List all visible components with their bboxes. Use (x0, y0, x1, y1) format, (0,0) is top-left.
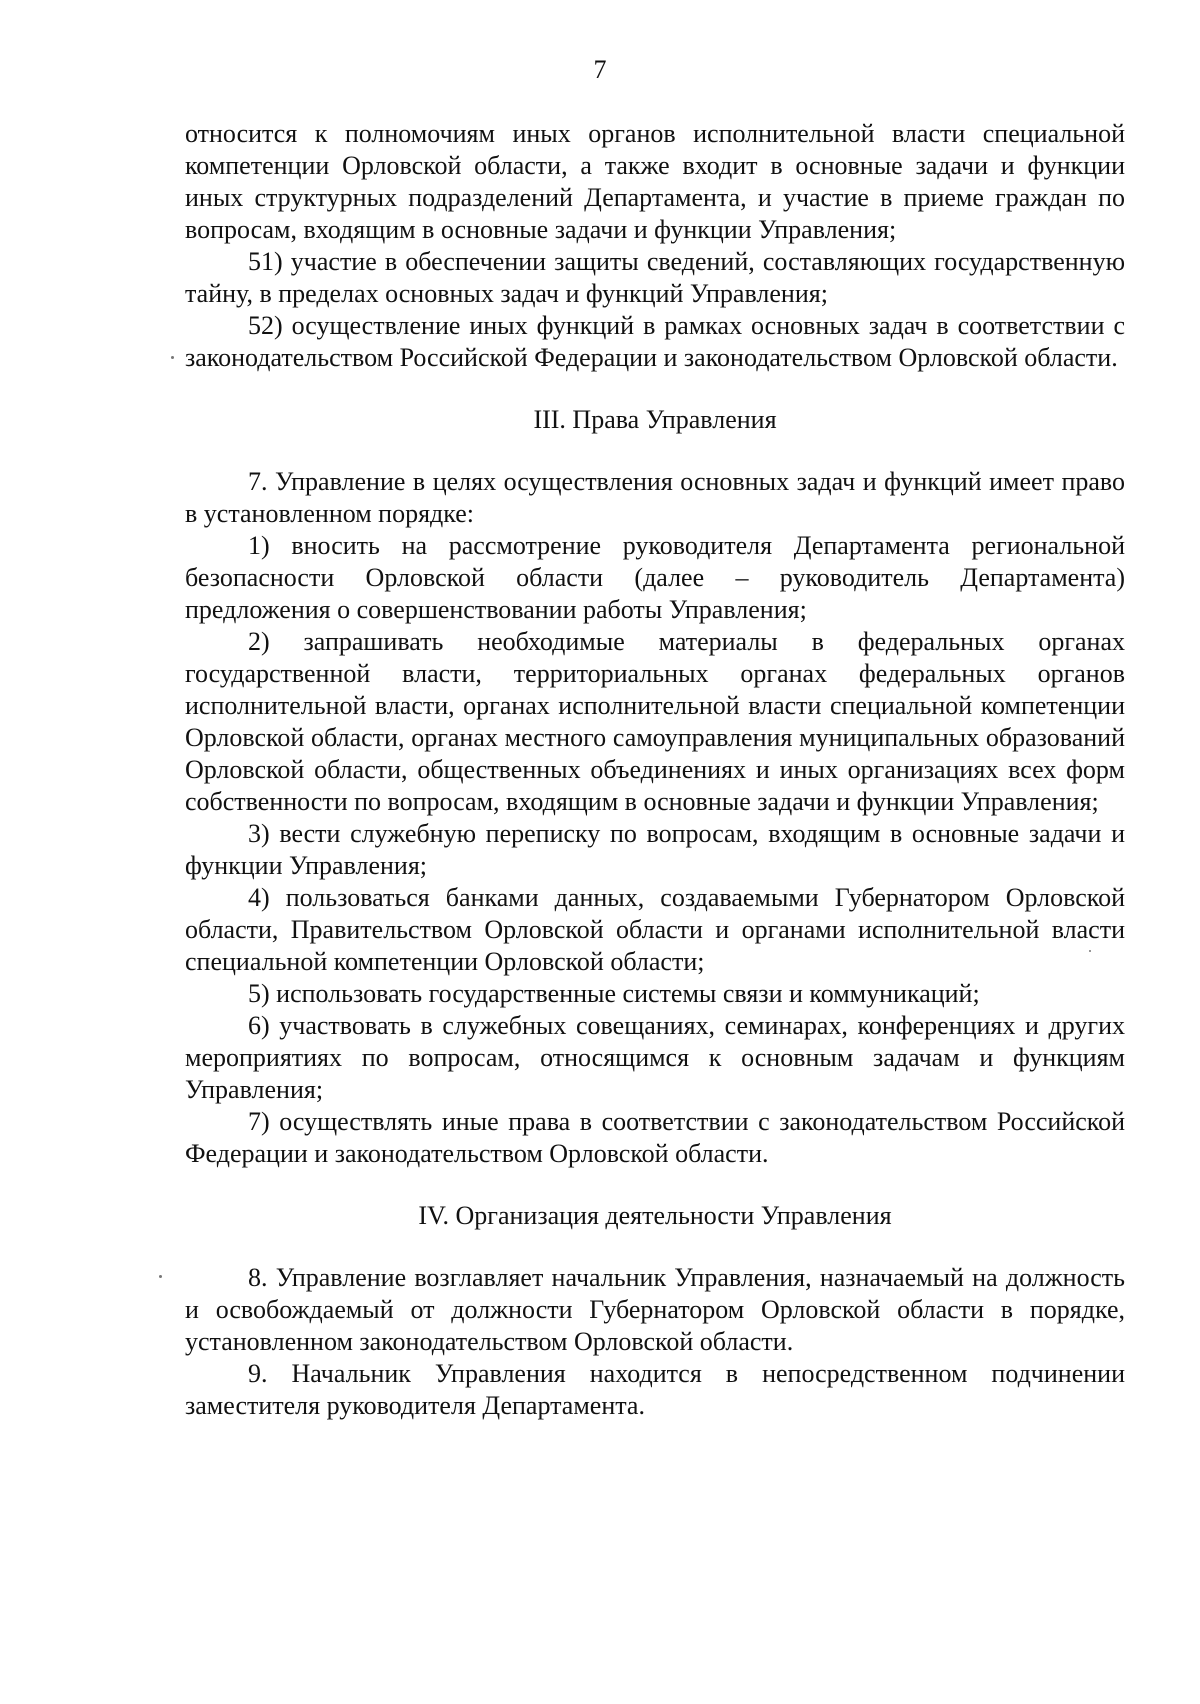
section-heading-iv: IV. Организация деятельности Управления (418, 1201, 892, 1230)
scan-speck (159, 1275, 162, 1278)
paragraph-right-1: 1) вносить на рассмотрение руководителя Департамента региональной безопасности Орловской области (далее – руководитель Департамента) предложения о совершенствовании работы Управления; (185, 531, 1125, 624)
scan-speck (1089, 950, 1091, 952)
paragraph-clause-8: 8. Управление возглавляет начальник Управления, назначаемый на должность и освобождаемый от должности Губернатором Орловской области в порядке, установленном законодательством Орловской области. (185, 1263, 1125, 1356)
paragraph-clause-7: 7. Управление в целях осуществления основных задач и функций имеет право в установленном порядке: (185, 467, 1125, 528)
paragraph-item-52: 52) осуществление иных функций в рамках основных задач в соответствии с законодательством Российской Федерации и законодательством Орловской области. (185, 311, 1125, 372)
section-heading-iii: III. Права Управления (533, 405, 777, 434)
paragraph-clause-9: 9. Начальник Управления находится в непосредственном подчинении заместителя руководителя Департамента. (185, 1359, 1125, 1420)
paragraph-right-4: 4) пользоваться банками данных, создаваемыми Губернатором Орловской области, Правительством Орловской области и органами исполнительной власти специальной компетенции Орловской области; (185, 883, 1125, 976)
paragraph-item-51: 51) участие в обеспечении защиты сведений, составляющих государственную тайну, в пределах основных задач и функций Управления; (185, 247, 1125, 308)
paragraph-right-6: 6) участвовать в служебных совещаниях, семинарах, конференциях и других мероприятиях по вопросам, относящимся к основным задачам и функциям Управления; (185, 1011, 1125, 1104)
paragraph-right-3: 3) вести служебную переписку по вопросам, входящим в основные задачи и функции Управления; (185, 819, 1125, 880)
paragraph-continuation: относится к полномочиям иных органов исполнительной власти специальной компетенции Орловской области, а также входит в основные задачи и функции иных структурных подразделений Департамента, и участие в приеме граждан по вопросам, входящим в основные задачи и функции Управления; (185, 119, 1125, 244)
document-body (185, 118, 1125, 1422)
paragraph-right-7: 7) осуществлять иные права в соответствии с законодательством Российской Федерации и законодательством Орловской области. (185, 1107, 1125, 1168)
paragraph-right-2: 2) запрашивать необходимые материалы в федеральных органах государственной власти, территориальных органах федеральных органов исполнительной власти, органах исполнительной власти специальной компетенции Орловской области, органах местного самоуправления муниципальных образований Орловской области, общественных объединениях и иных организациях всех форм собственности по вопросам, входящим в основные задачи и функции Управления; (185, 627, 1125, 816)
scan-speck (171, 356, 174, 359)
paragraph-right-5: 5) использовать государственные системы связи и коммуникаций; (248, 979, 980, 1008)
page-number: 7 (593, 55, 607, 84)
